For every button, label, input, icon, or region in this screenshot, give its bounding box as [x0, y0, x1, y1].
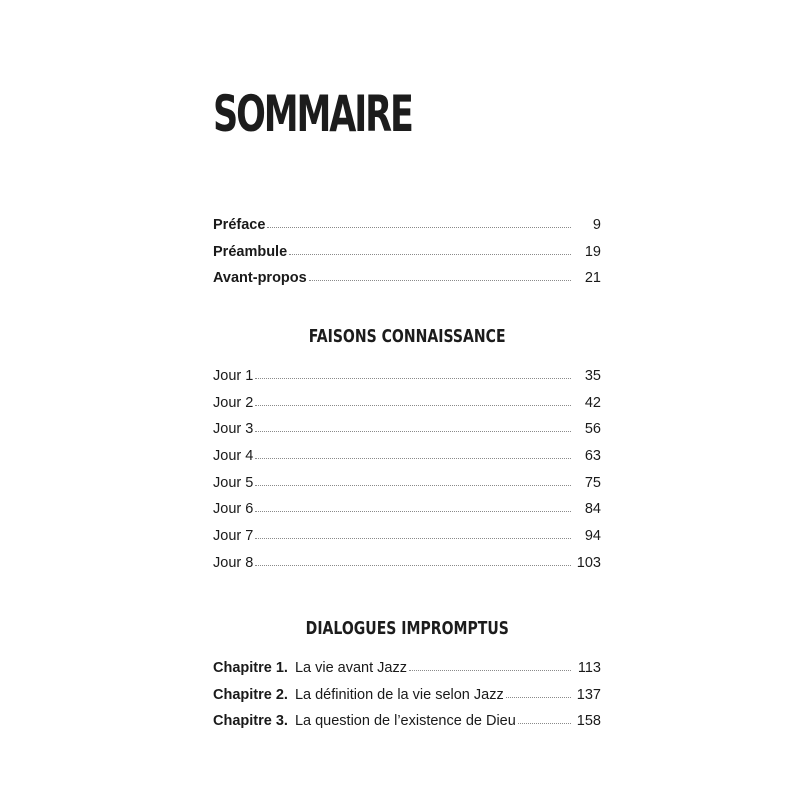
dot-leader: [289, 254, 571, 255]
section-heading-text: FAISONS CONNAISSANCE: [308, 326, 506, 347]
toc-entry-page: 9: [592, 217, 601, 233]
toc-entry-page: 35: [584, 368, 601, 384]
dot-leader: [255, 431, 571, 432]
toc-entry-label: Jour 1: [213, 368, 254, 384]
dot-leader: [255, 565, 570, 566]
toc-entry-jour-8[interactable]: [213, 550, 601, 577]
dot-leader: [309, 280, 571, 281]
section-heading-dialogues-impromptus: [213, 618, 601, 640]
toc-entry-page: 75: [584, 474, 601, 491]
toc-entry-label: Jour 3: [213, 421, 254, 438]
section1-list: [213, 363, 601, 577]
toc-entry-page: 63: [584, 448, 601, 465]
toc-entry-chapitre-2[interactable]: [213, 682, 601, 709]
chapter-title: La vie avant Jazz: [294, 660, 407, 676]
dot-leader: [255, 378, 571, 379]
toc-entry-page: 56: [584, 421, 601, 438]
toc-entry-jour-7[interactable]: [213, 523, 601, 550]
toc-entry-page: 137: [576, 686, 601, 703]
toc-entry-label: Jour 8: [213, 554, 254, 571]
dot-leader: [255, 485, 571, 486]
toc-entry-avant-propos[interactable]: [213, 265, 601, 292]
dot-leader: [255, 458, 571, 459]
toc-entry-jour-4[interactable]: [213, 443, 601, 470]
toc-entry-label: Jour 4: [213, 448, 254, 465]
toc-entry-label: Jour 2: [213, 394, 254, 411]
toc-entry-label: Avant-propos: [213, 270, 307, 287]
toc-entry-jour-5[interactable]: [213, 470, 601, 497]
dot-leader: [255, 405, 571, 406]
section2-list: [213, 655, 601, 735]
toc-entry-jour-3[interactable]: [213, 416, 601, 443]
toc-entry-page: 94: [584, 528, 601, 545]
toc-entry-page: 158: [576, 713, 601, 730]
toc-entry-label: Préambule: [213, 243, 288, 260]
toc-entry-label: Jour 5: [213, 474, 254, 491]
section-heading-text: DIALOGUES IMPROMPTUS: [305, 618, 509, 639]
dot-leader: [267, 227, 571, 228]
toc-entry-preambule[interactable]: [213, 239, 601, 266]
toc-entry-page: 84: [584, 501, 601, 518]
chapter-number: Chapitre 3.: [213, 713, 288, 730]
toc-entry-jour-1[interactable]: [213, 363, 601, 390]
chapter-title: La question de l’existence de Dieu: [294, 713, 516, 730]
page-title: SOMMAIRE: [213, 85, 412, 143]
toc-entry-preface[interactable]: [213, 212, 601, 239]
chapter-number: Chapitre 2.: [213, 686, 288, 703]
toc-entry-label: Jour 6: [213, 501, 254, 518]
toc-entry-page: 113: [577, 660, 601, 676]
chapter-number: Chapitre 1.: [213, 660, 288, 676]
dot-leader: [255, 511, 571, 512]
toc-entry-chapitre-1[interactable]: [213, 655, 601, 682]
toc-entry-jour-2[interactable]: [213, 390, 601, 417]
toc-entry-page: 42: [584, 394, 601, 411]
dot-leader: [518, 723, 571, 724]
toc-entry-jour-6[interactable]: [213, 496, 601, 523]
toc-entry-page: 103: [576, 554, 601, 571]
section-heading-faisons-connaissance: [213, 326, 601, 348]
front-matter-list: [213, 212, 601, 292]
toc-entry-page: 19: [584, 243, 601, 260]
chapter-title: La définition de la vie selon Jazz: [294, 686, 504, 703]
toc-entry-label: Préface: [213, 217, 266, 233]
toc-entry-chapitre-3[interactable]: [213, 708, 601, 735]
toc-entry-page: 21: [584, 270, 601, 287]
toc-entry-label: Jour 7: [213, 528, 254, 545]
dot-leader: [409, 670, 571, 671]
dot-leader: [255, 538, 571, 539]
dot-leader: [506, 697, 571, 698]
